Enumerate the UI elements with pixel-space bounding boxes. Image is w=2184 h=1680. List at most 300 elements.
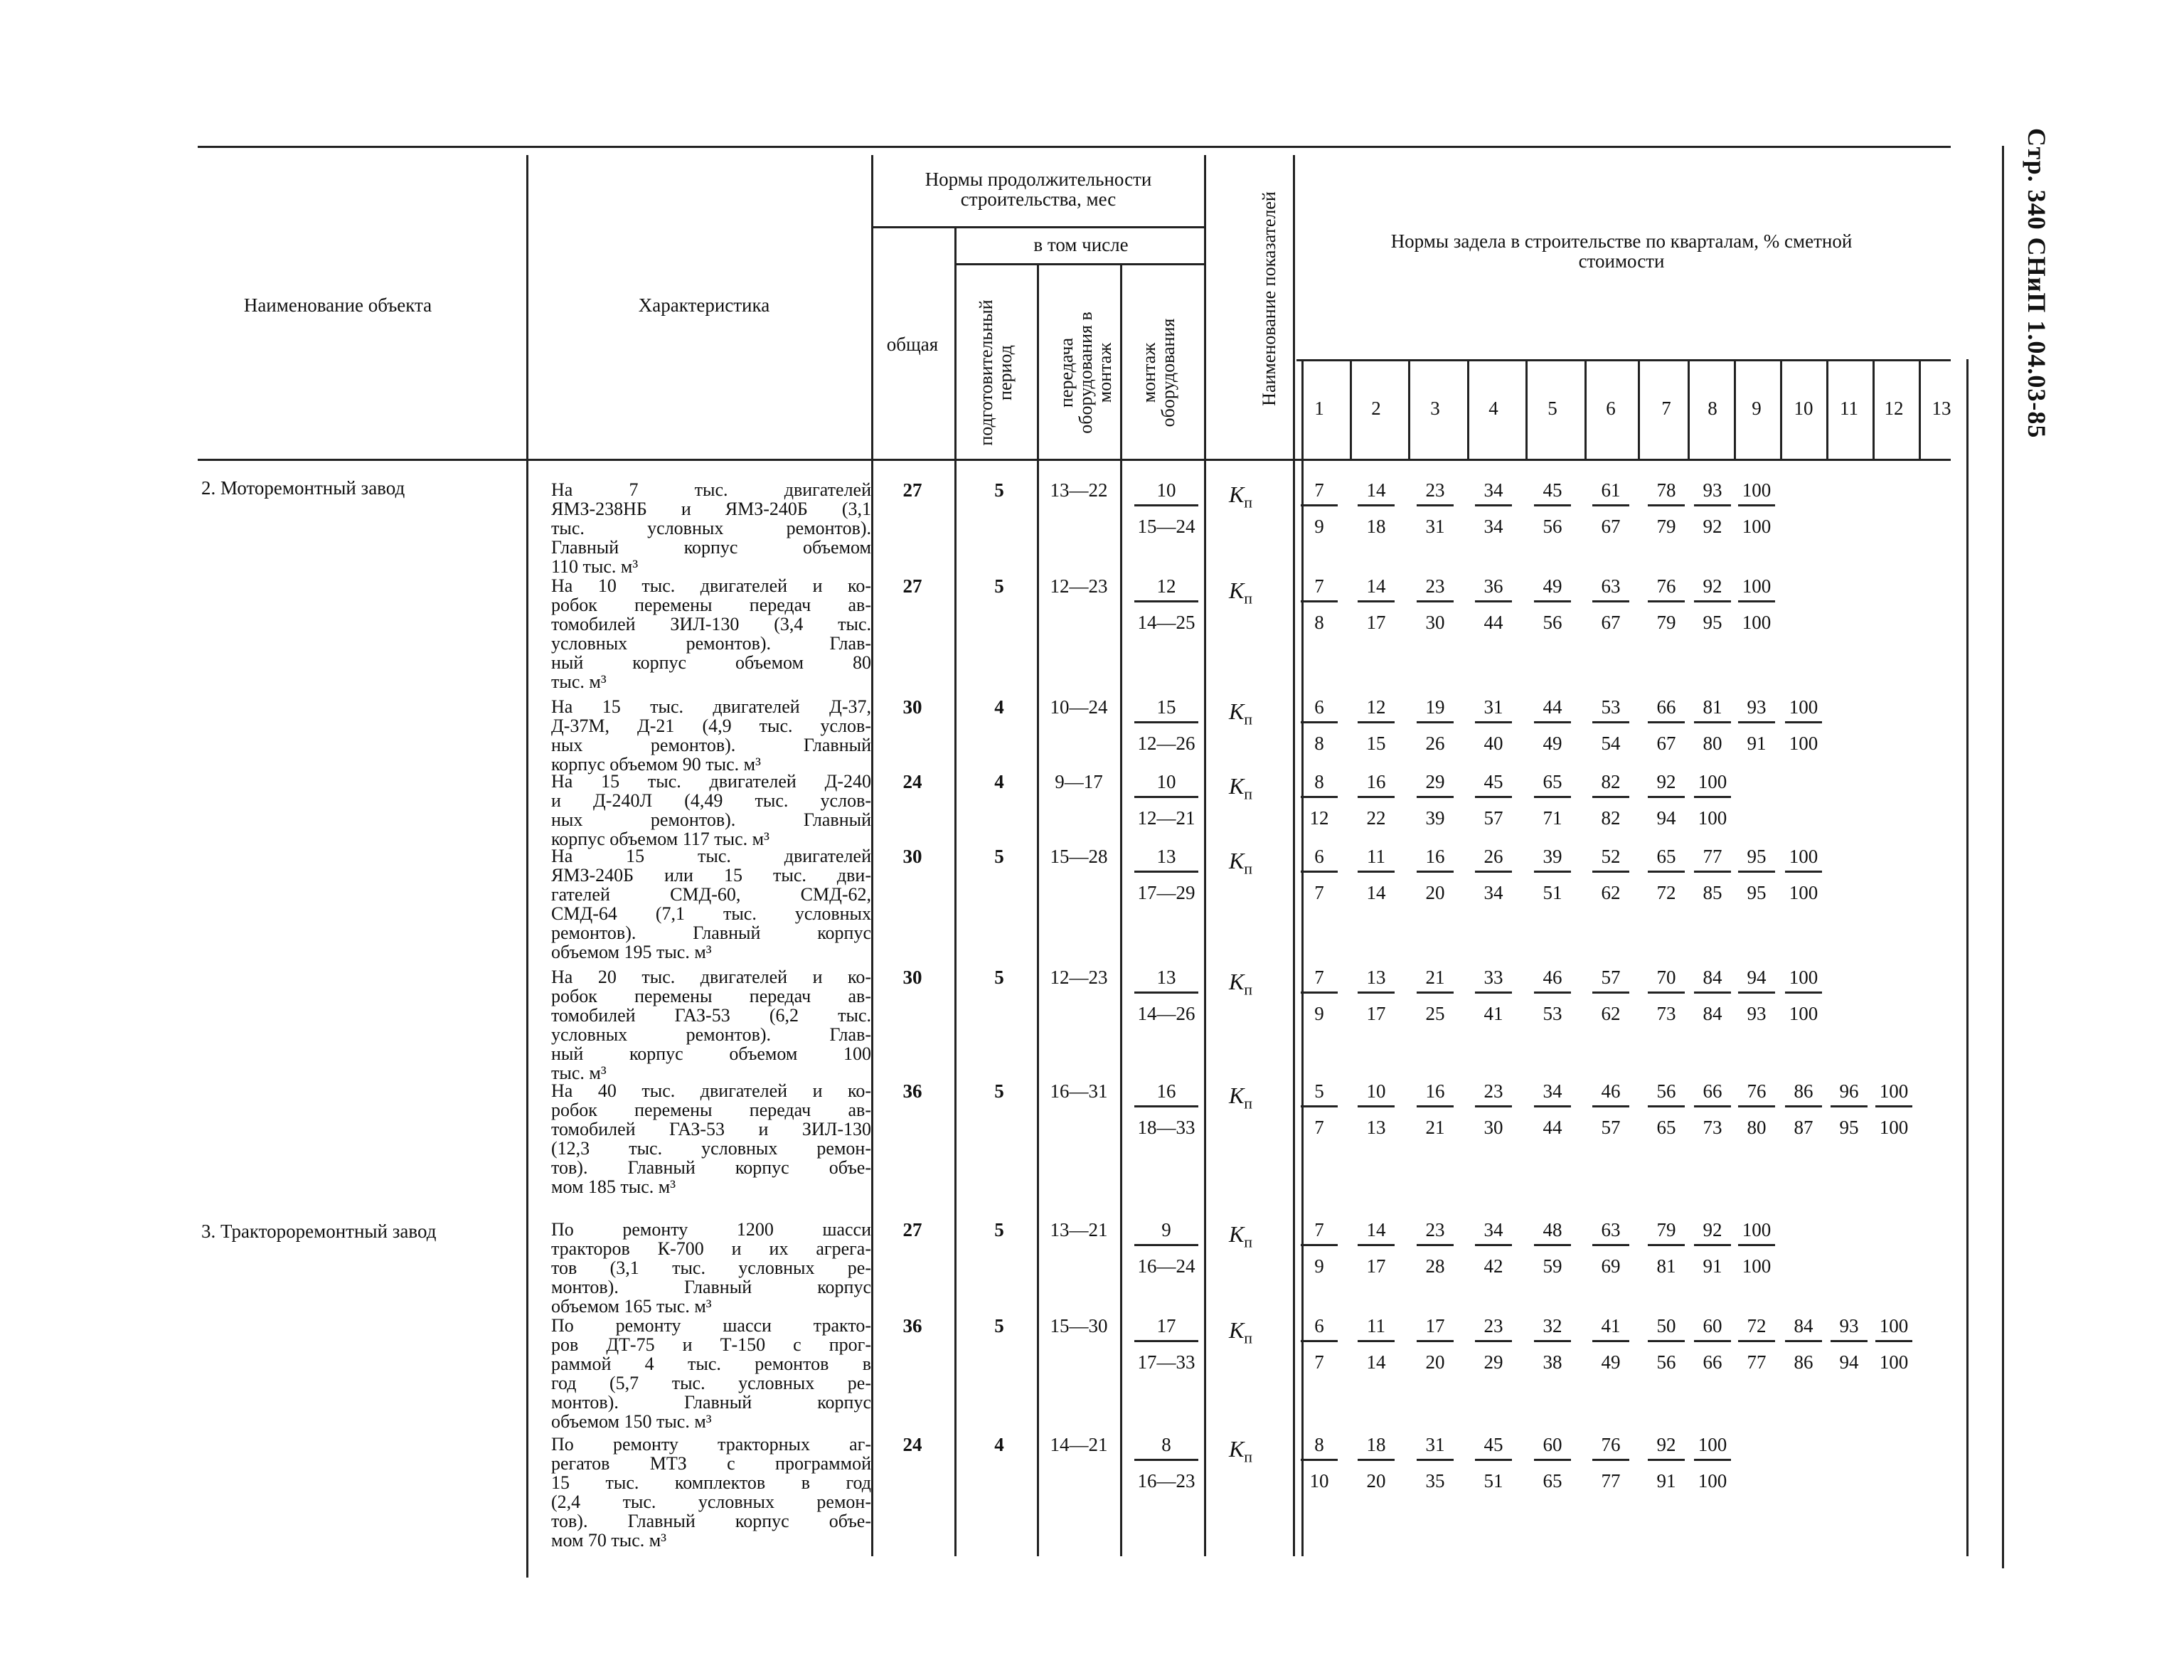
indicator-symbol: К	[1229, 698, 1245, 724]
characteristic-line: ремонтов). Главный корпус	[551, 923, 871, 943]
row-transfer: 15—28	[1050, 846, 1108, 867]
quarter-bottom: 41	[1483, 1003, 1503, 1024]
indicator-subscript: п	[1244, 1329, 1253, 1347]
quarter-fraction	[1592, 480, 1629, 536]
quarter-top: 8	[1301, 772, 1338, 798]
indicator-symbol: К	[1229, 773, 1245, 799]
install-denominator: 14—26	[1137, 1003, 1195, 1024]
quarter-top: 66	[1648, 697, 1685, 723]
indicator-symbol: К	[1229, 1221, 1245, 1247]
quarter-heading: 7	[1661, 398, 1671, 419]
indicator-symbol: К	[1229, 482, 1245, 507]
quarter-top: 60	[1534, 1435, 1571, 1461]
group-label: 2. Моторемонтный завод	[201, 477, 405, 499]
quarter-fraction	[1358, 846, 1395, 903]
characteristic-line: корпус объемом 117 тыс. м³	[551, 829, 769, 849]
install-numerator: 12	[1134, 576, 1198, 602]
characteristic-line: (12,3 тыс. условных ремон-	[551, 1138, 871, 1159]
row-install-fraction	[1134, 772, 1198, 828]
quarter-bottom: 54	[1601, 733, 1621, 754]
quarter-top: 100	[1738, 576, 1775, 602]
characteristic-line: тыс. м³	[551, 671, 607, 692]
quarter-bottom: 31	[1425, 516, 1445, 537]
row-characteristic	[551, 1220, 871, 1316]
quarter-fraction	[1738, 1316, 1775, 1372]
quarter-bottom: 8	[1314, 733, 1324, 754]
quarter-fraction	[1785, 1081, 1822, 1137]
row-preparatory: 5	[994, 1315, 1004, 1336]
quarter-bottom: 100	[1879, 1117, 1909, 1138]
duration-subrule	[873, 226, 1204, 228]
header-backlog-norms: Нормы задела в строительстве по кварталам, % сметной стоимости	[1390, 230, 1853, 272]
quarter-bottom: 91	[1747, 733, 1767, 754]
quarter-bottom: 20	[1366, 1470, 1386, 1492]
quarter-bottom: 40	[1483, 733, 1503, 754]
characteristic-line: На 40 тыс. двигателей и ко-	[551, 1080, 871, 1101]
quarter-top: 8	[1301, 1435, 1338, 1461]
characteristic-line: На 15 тыс. двигателей Д-240	[551, 771, 871, 792]
characteristic-line: На 7 тыс. двигателей	[551, 479, 871, 500]
quarter-bottom: 9	[1314, 516, 1324, 537]
quarter-fraction	[1648, 772, 1685, 828]
row-preparatory: 4	[994, 696, 1004, 718]
indicator-symbol: К	[1229, 578, 1245, 603]
quarter-fraction	[1417, 697, 1454, 753]
quarter-fraction	[1694, 967, 1731, 1024]
quarter-fraction	[1648, 967, 1685, 1024]
quarter-bottom: 80	[1747, 1117, 1767, 1138]
quarter-fraction	[1417, 967, 1454, 1024]
quarter-top: 100	[1875, 1081, 1912, 1107]
row-characteristic	[551, 846, 871, 962]
characteristic-line: условных ремонтов). Глав-	[551, 1024, 871, 1045]
row-install-fraction	[1134, 480, 1198, 536]
quarter-fraction	[1475, 1081, 1512, 1137]
row-total: 27	[902, 1219, 922, 1240]
quarter-fraction	[1301, 967, 1338, 1024]
quarter-bottom: 65	[1543, 1470, 1562, 1492]
quarter-fraction	[1738, 576, 1775, 632]
quarter-top: 84	[1694, 967, 1731, 994]
quarter-top: 93	[1738, 697, 1775, 723]
row-transfer: 15—30	[1050, 1315, 1108, 1336]
quarter-bottom: 100	[1789, 733, 1818, 754]
quarter-bottom: 53	[1543, 1003, 1562, 1024]
header-characteristic: Характеристика	[638, 294, 770, 316]
quarter-top: 6	[1301, 1316, 1338, 1342]
quarter-fraction	[1648, 1435, 1685, 1491]
quarter-top: 93	[1694, 480, 1731, 506]
quarter-fraction	[1417, 1081, 1454, 1137]
quarter-bottom: 49	[1543, 733, 1562, 754]
quarter-bottom: 9	[1314, 1255, 1324, 1277]
quarter-fraction	[1417, 1316, 1454, 1372]
quarter-fraction	[1831, 1081, 1868, 1137]
install-numerator: 9	[1134, 1220, 1198, 1246]
row-transfer: 13—22	[1050, 479, 1108, 501]
quarter-bottom: 12	[1309, 807, 1329, 829]
row-transfer: 14—21	[1050, 1434, 1108, 1455]
indicator-subscript: п	[1244, 1447, 1253, 1466]
quarter-bottom: 79	[1656, 612, 1676, 633]
quarter-bottom: 91	[1703, 1255, 1722, 1277]
quarter-fraction	[1534, 697, 1571, 753]
quarter-top: 34	[1475, 480, 1512, 506]
header-preparatory: подготовительный период	[976, 299, 1016, 446]
quarter-bottom: 13	[1366, 1117, 1386, 1138]
quarter-bottom: 69	[1601, 1255, 1621, 1277]
quarter-fraction	[1694, 576, 1731, 632]
install-numerator: 16	[1134, 1081, 1198, 1107]
quarter-fraction	[1534, 772, 1571, 828]
quarter-bottom: 34	[1483, 882, 1503, 903]
quarter-bottom: 85	[1703, 882, 1722, 903]
row-install-fraction	[1134, 1435, 1198, 1491]
quarter-fraction	[1301, 480, 1338, 536]
row-install-fraction	[1134, 1220, 1198, 1276]
quarter-col-divider	[1780, 359, 1782, 459]
row-indicator	[1229, 482, 1252, 511]
quarter-bottom: 95	[1839, 1117, 1859, 1138]
quarter-bottom: 30	[1425, 612, 1445, 633]
quarter-fraction	[1592, 1081, 1629, 1137]
quarter-top: 18	[1358, 1435, 1395, 1461]
characteristic-line: робок перемены передач ав-	[551, 1100, 871, 1120]
quarter-bottom: 100	[1742, 516, 1772, 537]
row-total: 27	[902, 479, 922, 501]
quarter-top: 96	[1831, 1081, 1868, 1107]
row-indicator	[1229, 969, 1252, 999]
quarter-top: 31	[1475, 697, 1512, 723]
quarter-top: 31	[1417, 1435, 1454, 1461]
quarter-top: 7	[1301, 576, 1338, 602]
indicator-symbol: К	[1229, 1436, 1245, 1462]
quarter-bottom: 94	[1839, 1351, 1859, 1373]
row-total: 24	[902, 1434, 922, 1455]
quarter-col-divider	[1350, 359, 1352, 459]
install-denominator: 18—33	[1137, 1117, 1195, 1138]
row-install-fraction	[1134, 967, 1198, 1024]
quarter-bottom: 92	[1703, 516, 1722, 537]
quarter-fraction	[1785, 697, 1822, 753]
row-install-fraction	[1134, 846, 1198, 903]
quarter-top: 26	[1475, 846, 1512, 873]
quarter-fraction	[1301, 772, 1338, 828]
col-divider-transfer	[1120, 263, 1122, 1556]
quarter-top: 41	[1592, 1316, 1629, 1342]
quarter-fraction	[1358, 772, 1395, 828]
characteristic-line: 110 тыс. м³	[551, 556, 639, 577]
quarter-bottom: 44	[1543, 1117, 1562, 1138]
indicator-subscript: п	[1244, 493, 1253, 511]
quarter-fraction	[1358, 1220, 1395, 1276]
quarter-top: 17	[1417, 1316, 1454, 1342]
install-numerator: 17	[1134, 1316, 1198, 1342]
quarter-top: 66	[1694, 1081, 1731, 1107]
quarter-top: 93	[1831, 1316, 1868, 1342]
quarter-bottom: 100	[1698, 807, 1727, 829]
characteristic-line: мом 185 тыс. м³	[551, 1176, 676, 1197]
quarter-top: 65	[1648, 846, 1685, 873]
quarter-heading: 12	[1884, 398, 1904, 419]
quarter-top: 94	[1738, 967, 1775, 994]
quarter-top: 65	[1534, 772, 1571, 798]
quarter-col-divider	[1966, 359, 1969, 1556]
quarter-top: 16	[1358, 772, 1395, 798]
quarter-bottom: 79	[1656, 516, 1676, 537]
row-install-fraction	[1134, 697, 1198, 753]
quarter-top: 32	[1534, 1316, 1571, 1342]
quarter-fraction	[1301, 697, 1338, 753]
row-preparatory: 5	[994, 1080, 1004, 1102]
quarter-fraction	[1301, 1435, 1338, 1491]
quarter-bottom: 17	[1366, 612, 1386, 633]
row-characteristic	[551, 1316, 871, 1431]
quarter-fraction	[1694, 1316, 1731, 1372]
row-indicator	[1229, 1317, 1252, 1347]
quarter-fraction	[1534, 967, 1571, 1024]
characteristic-line: ный корпус объемом 100	[551, 1043, 871, 1064]
quarter-fraction	[1417, 772, 1454, 828]
quarter-bottom: 22	[1366, 807, 1386, 829]
quarter-top: 100	[1694, 772, 1731, 798]
quarter-bottom: 18	[1366, 516, 1386, 537]
header-bottom-rule	[198, 459, 1951, 461]
characteristic-line: На 20 тыс. двигателей и ко-	[551, 967, 871, 987]
quarter-top: 52	[1592, 846, 1629, 873]
quarter-top: 76	[1592, 1435, 1629, 1461]
quarter-top: 12	[1358, 697, 1395, 723]
characteristic-line: монтов). Главный корпус	[551, 1392, 871, 1413]
quarter-bottom: 9	[1314, 1003, 1324, 1024]
quarter-fraction	[1534, 1316, 1571, 1372]
quarter-bottom: 100	[1742, 1255, 1772, 1277]
quarter-bottom: 17	[1366, 1255, 1386, 1277]
row-characteristic	[551, 576, 871, 691]
indicator-subscript: п	[1244, 859, 1253, 878]
row-preparatory: 4	[994, 771, 1004, 792]
quarter-fraction	[1301, 576, 1338, 632]
row-indicator	[1229, 698, 1252, 728]
quarter-heading: 6	[1606, 398, 1616, 419]
quarter-fraction	[1694, 697, 1731, 753]
quarter-fraction	[1738, 697, 1775, 753]
indicator-subscript: п	[1244, 710, 1253, 728]
quarter-bottom: 73	[1703, 1117, 1722, 1138]
row-preparatory: 5	[994, 1219, 1004, 1240]
characteristic-line: корпус объемом 90 тыс. м³	[551, 754, 761, 775]
quarter-top: 86	[1785, 1081, 1822, 1107]
quarter-bottom: 100	[1698, 1470, 1727, 1492]
quarter-top: 39	[1534, 846, 1571, 873]
quarter-top: 34	[1475, 1220, 1512, 1246]
quarter-top: 13	[1358, 967, 1395, 994]
characteristic-line: и Д-240Л (4,49 тыс. услов-	[551, 790, 871, 811]
indicator-subscript: п	[1244, 980, 1253, 999]
characteristic-line: раммой 4 тыс. ремонтов в	[551, 1354, 871, 1374]
characteristic-line: робок перемены передач ав-	[551, 986, 871, 1006]
row-total: 27	[902, 575, 922, 597]
install-denominator: 12—26	[1137, 733, 1195, 754]
quarter-heading: 4	[1488, 398, 1498, 419]
characteristic-line: томобилей ГАЗ-53 и ЗИЛ-130	[551, 1119, 871, 1139]
quarter-fraction	[1534, 1220, 1571, 1276]
col-divider-install	[1204, 155, 1206, 1556]
quarter-fraction	[1694, 772, 1731, 828]
quarter-bottom: 30	[1483, 1117, 1503, 1138]
quarter-fraction	[1358, 1316, 1395, 1372]
quarter-top: 7	[1301, 1220, 1338, 1246]
characteristic-line: томобилей ГАЗ-53 (6,2 тыс.	[551, 1005, 871, 1026]
row-transfer: 9—17	[1055, 771, 1103, 792]
quarter-top: 78	[1648, 480, 1685, 506]
characteristic-line: тов (3,1 тыс. условных ре-	[551, 1258, 871, 1278]
row-transfer: 10—24	[1050, 696, 1108, 718]
quarter-top: 34	[1534, 1081, 1571, 1107]
quarter-bottom: 15	[1366, 733, 1386, 754]
install-numerator: 10	[1134, 772, 1198, 798]
characteristic-line: тыс. условных ремонтов).	[551, 518, 871, 538]
quarter-bottom: 51	[1483, 1470, 1503, 1492]
row-indicator	[1229, 848, 1252, 878]
quarter-col-divider	[1688, 359, 1690, 459]
quarter-top: 19	[1417, 697, 1454, 723]
quarter-fraction	[1475, 1316, 1512, 1372]
quarter-fraction	[1648, 1220, 1685, 1276]
quarter-col-divider	[1467, 359, 1469, 459]
characteristic-line: тов). Главный корпус объе-	[551, 1157, 871, 1178]
quarter-fraction	[1358, 697, 1395, 753]
quarter-top: 57	[1592, 967, 1629, 994]
quarter-top: 100	[1694, 1435, 1731, 1461]
quarter-top: 10	[1358, 1081, 1395, 1107]
quarter-top: 7	[1301, 480, 1338, 506]
quarter-bottom: 94	[1656, 807, 1676, 829]
install-numerator: 10	[1134, 480, 1198, 506]
top-rule	[198, 146, 1951, 148]
quarter-heading: 2	[1371, 398, 1381, 419]
quarter-top: 23	[1417, 576, 1454, 602]
characteristic-line: По ремонту шасси тракто-	[551, 1315, 871, 1336]
quarter-fraction	[1417, 576, 1454, 632]
quarter-bottom: 8	[1314, 612, 1324, 633]
quarter-top: 50	[1648, 1316, 1685, 1342]
characteristic-line: объемом 195 тыс. м³	[551, 942, 712, 962]
header-equipment-transfer: передача оборудования в монтаж	[1056, 312, 1115, 434]
quarter-top: 100	[1785, 697, 1822, 723]
quarter-fraction	[1648, 1316, 1685, 1372]
quarter-bottom: 67	[1656, 733, 1676, 754]
quarter-top: 21	[1417, 967, 1454, 994]
quarter-top: 72	[1738, 1316, 1775, 1342]
indicator-symbol: К	[1229, 1083, 1245, 1108]
install-numerator: 13	[1134, 967, 1198, 994]
quarter-bottom: 7	[1314, 1351, 1324, 1373]
row-transfer: 16—31	[1050, 1080, 1108, 1102]
quarter-bottom: 100	[1742, 612, 1772, 633]
quarter-top: 100	[1785, 846, 1822, 873]
characteristic-line: ЯМЗ-240Б или 15 тыс. дви-	[551, 865, 871, 886]
characteristic-line: На 15 тыс. двигателей	[551, 846, 871, 866]
quarter-bottom: 77	[1747, 1351, 1767, 1373]
col-divider-prep	[1037, 263, 1039, 1556]
install-denominator: 16—24	[1137, 1255, 1195, 1277]
indicator-symbol: К	[1229, 1317, 1245, 1343]
quarter-fraction	[1738, 480, 1775, 536]
quarter-fraction	[1417, 480, 1454, 536]
including-subrule	[957, 263, 1204, 265]
quarter-top: 45	[1475, 772, 1512, 798]
quarter-top: 84	[1785, 1316, 1822, 1342]
characteristic-line: На 15 тыс. двигателей Д-37,	[551, 696, 871, 717]
quarter-top: 100	[1785, 967, 1822, 994]
install-numerator: 15	[1134, 697, 1198, 723]
quarter-col-divider	[1584, 359, 1587, 459]
row-transfer: 13—21	[1050, 1219, 1108, 1240]
quarter-fraction	[1417, 1435, 1454, 1491]
quarter-heading: 13	[1932, 398, 1951, 419]
quarter-top: 36	[1475, 576, 1512, 602]
quarter-fraction	[1301, 1316, 1338, 1372]
quarter-fraction	[1785, 846, 1822, 903]
quarter-fraction	[1785, 1316, 1822, 1372]
quarter-bottom: 62	[1601, 1003, 1621, 1024]
row-characteristic	[551, 697, 871, 774]
quarter-top: 100	[1738, 480, 1775, 506]
characteristic-line: По ремонту 1200 шасси	[551, 1219, 871, 1240]
quarter-top: 45	[1475, 1435, 1512, 1461]
col-divider-characteristic	[871, 155, 873, 1556]
quarter-bottom: 39	[1425, 807, 1445, 829]
quarter-heading: 10	[1794, 398, 1813, 419]
install-denominator: 16—23	[1137, 1470, 1195, 1492]
quarter-bottom: 29	[1483, 1351, 1503, 1373]
quarter-fraction	[1648, 846, 1685, 903]
quarter-top: 81	[1694, 697, 1731, 723]
quarter-fraction	[1738, 1081, 1775, 1137]
row-indicator	[1229, 773, 1252, 803]
quarter-bottom: 81	[1656, 1255, 1676, 1277]
quarter-fraction	[1831, 1316, 1868, 1372]
quarter-heading: 3	[1430, 398, 1440, 419]
row-characteristic	[551, 480, 871, 576]
quarter-col-divider	[1919, 359, 1921, 459]
quarter-fraction	[1534, 576, 1571, 632]
quarter-bottom: 62	[1601, 882, 1621, 903]
quarter-bottom: 95	[1703, 612, 1722, 633]
quarter-top: 77	[1694, 846, 1731, 873]
quarter-fraction	[1358, 967, 1395, 1024]
quarter-top: 44	[1534, 697, 1571, 723]
right-border	[2002, 146, 2004, 1568]
quarter-heading: 1	[1314, 398, 1324, 419]
quarter-fraction	[1534, 846, 1571, 903]
quarter-bottom: 7	[1314, 882, 1324, 903]
row-total: 36	[902, 1315, 922, 1336]
quarter-fraction	[1592, 1435, 1629, 1491]
indicator-symbol: К	[1229, 969, 1245, 994]
quarter-fraction	[1417, 1220, 1454, 1276]
quarter-top: 100	[1738, 1220, 1775, 1246]
install-denominator: 17—29	[1137, 882, 1195, 903]
quarter-top: 92	[1694, 1220, 1731, 1246]
quarter-top: 60	[1694, 1316, 1731, 1342]
quarter-col-divider	[1826, 359, 1828, 459]
quarter-fraction	[1475, 697, 1512, 753]
quarter-bottom: 10	[1309, 1470, 1329, 1492]
quarter-bottom: 77	[1601, 1470, 1621, 1492]
quarter-fraction	[1592, 1316, 1629, 1372]
